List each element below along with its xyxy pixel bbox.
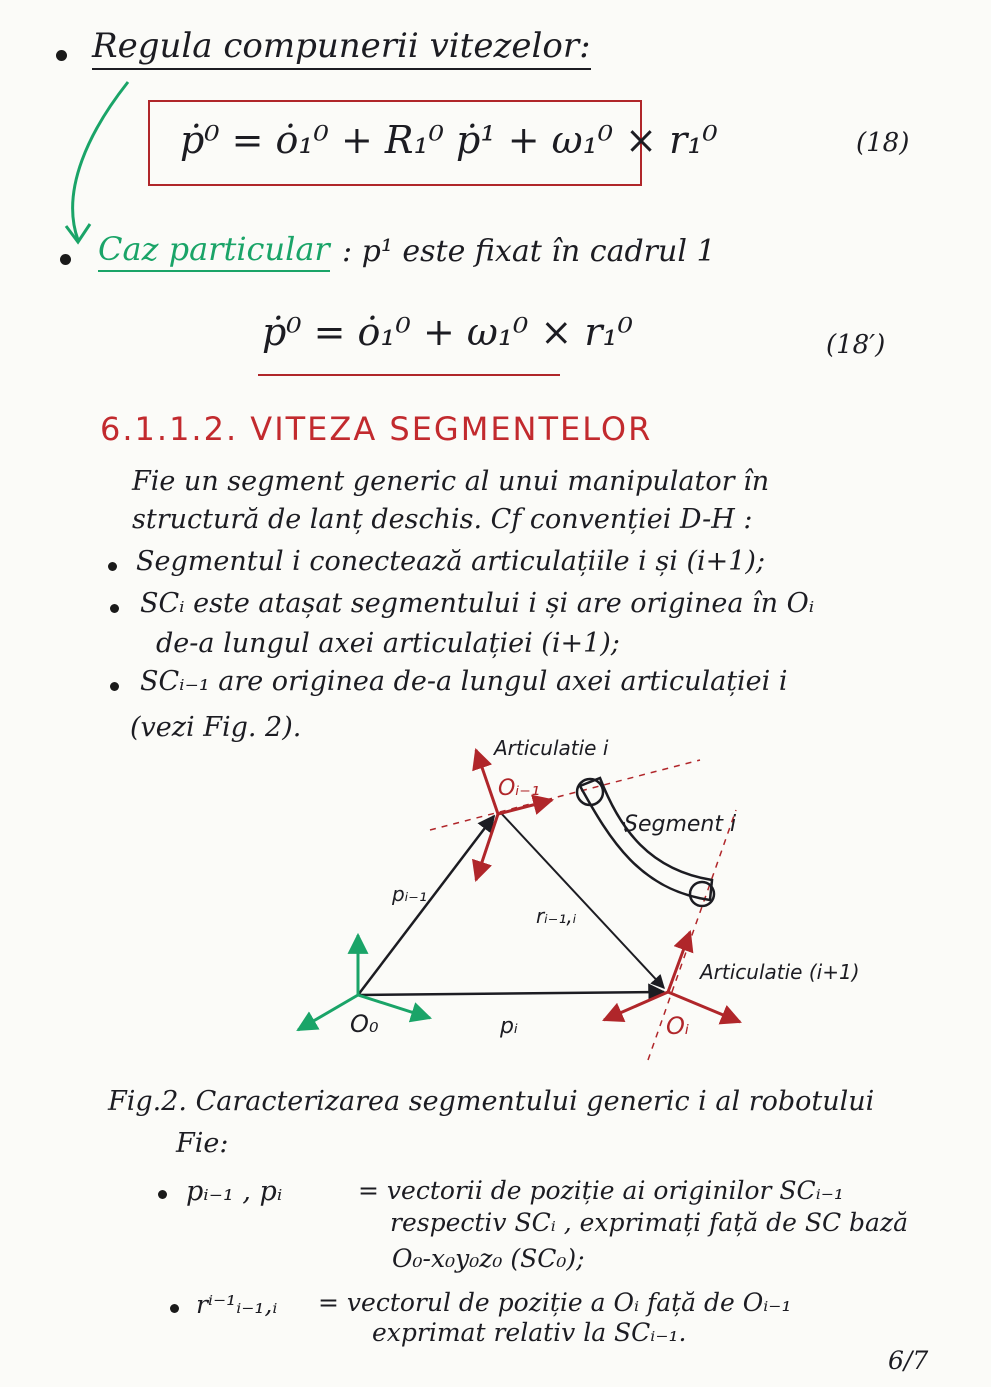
label-oi1: Oᵢ₋₁ — [498, 776, 540, 801]
bullet-2 — [110, 604, 119, 613]
equation-18: ṗ⁰ = ȯ₁⁰ + R₁⁰ ṗ¹ + ω₁⁰ × r₁⁰ — [180, 118, 718, 162]
def-bullet-2 — [170, 1304, 179, 1313]
equation-underline — [258, 374, 560, 376]
equation-number-18: (18) — [856, 128, 910, 158]
label-joint-i1: Articulatie (i+1) — [700, 960, 860, 984]
def-bullet-1 — [158, 1190, 167, 1199]
bullet-3 — [110, 682, 119, 691]
special-case-label: Caz particular — [98, 230, 330, 272]
bullet-special-case — [60, 254, 71, 265]
label-p-i: pᵢ — [500, 1014, 518, 1039]
figure-caption: Fig.2. Caracterizarea segmentului generic i al robotului — [108, 1086, 875, 1117]
def1-symbol: pᵢ₋₁ , pᵢ — [186, 1176, 283, 1207]
page-number: 6/7 — [888, 1346, 929, 1375]
def2-line1: = vectorul de poziție a Oᵢ față de Oᵢ₋₁ — [318, 1288, 792, 1317]
bullet-text-2b: de-a lungul axei articulației (i+1); — [156, 628, 620, 659]
bullet-1 — [108, 562, 117, 571]
equation-18-prime: ṗ⁰ = ȯ₁⁰ + ω₁⁰ × r₁⁰ — [262, 310, 633, 354]
section-title: 6.1.1.2. VITEZA SEGMENTELOR — [100, 410, 653, 448]
bullet-text-1: Segmentul i conectează articulațiile i și (i+1); — [136, 546, 766, 577]
label-p-i-1: pᵢ₋₁ — [392, 882, 427, 906]
def1-line2: respectiv SCᵢ , exprimați față de SC bază — [390, 1208, 909, 1237]
def1-line1: = vectorii de poziție ai originilor SCᵢ₋₁ — [358, 1176, 844, 1205]
label-o0: O₀ — [350, 1010, 379, 1038]
special-case-text: : p¹ este fixat în cadrul 1 — [342, 234, 716, 269]
bullet-text-3b: (vezi Fig. 2). — [130, 712, 302, 743]
intro-line-1: Fie un segment generic al unui manipulator în — [132, 466, 770, 497]
bullet-text-3: SCᵢ₋₁ are originea de-a lungul axei articulației i — [140, 666, 788, 697]
definitions-lead: Fie: — [176, 1128, 229, 1159]
bullet-text-2: SCᵢ este atașat segmentului i și are originea în Oᵢ — [140, 588, 815, 619]
label-oi: Oᵢ — [666, 1012, 690, 1040]
def1-line3: O₀-x₀y₀z₀ (SC₀); — [392, 1244, 585, 1273]
rule-heading: Regula compunerii vitezelor: — [92, 26, 591, 70]
intro-line-2: structură de lanț deschis. Cf convenției D-H : — [132, 504, 753, 535]
label-r: rᵢ₋₁,ᵢ — [536, 904, 577, 928]
equation-number-18-prime: (18′) — [826, 330, 886, 360]
bullet-rule — [56, 50, 67, 61]
label-segment-i: Segment i — [624, 812, 737, 837]
label-joint-i: Articulatie i — [494, 736, 609, 760]
def2-symbol: rⁱ⁻¹ᵢ₋₁,ᵢ — [196, 1290, 278, 1319]
def2-line2: exprimat relativ la SCᵢ₋₁. — [372, 1318, 687, 1347]
